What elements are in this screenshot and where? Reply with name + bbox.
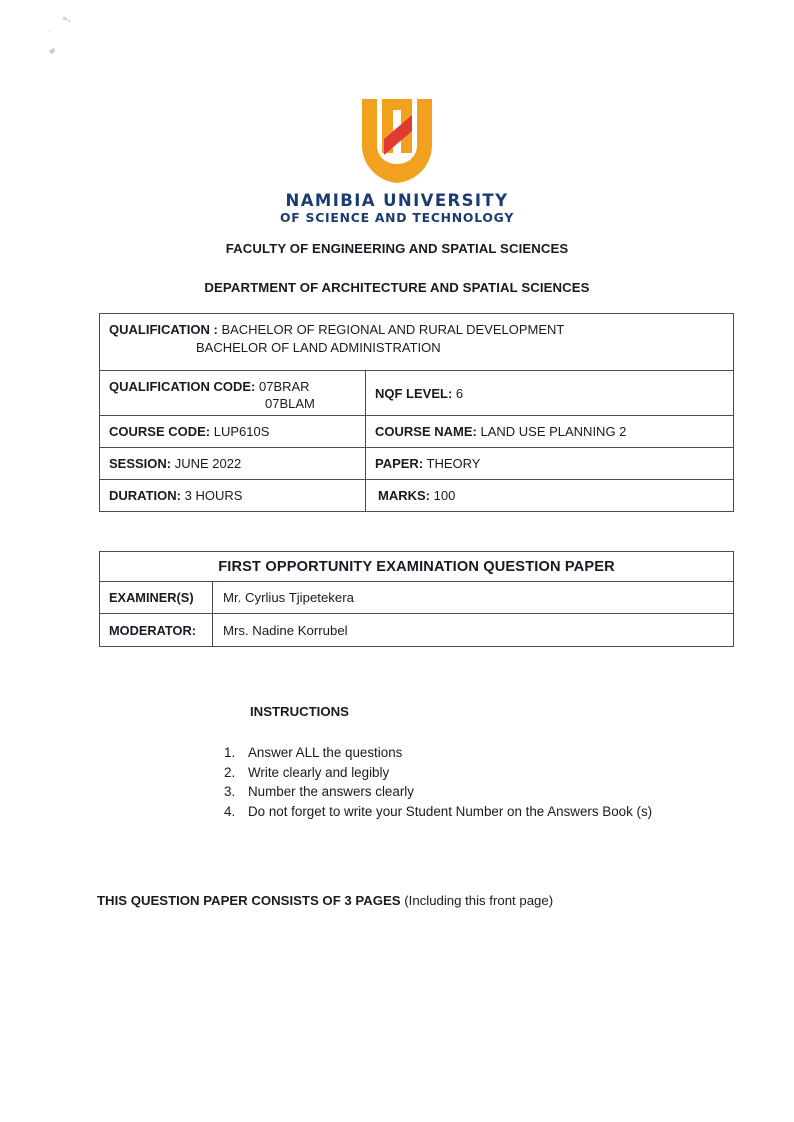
list-item (224, 782, 652, 802)
course-code-label: COURSE CODE: (109, 424, 211, 439)
examination-header-table (99, 551, 734, 647)
scan-speckle (63, 16, 68, 20)
nqf-level-cell (366, 371, 734, 416)
marks-label: MARKS: (378, 488, 430, 503)
department-heading: DEPARTMENT OF ARCHITECTURE AND SPATIAL SCIENCES (204, 280, 590, 295)
duration-cell (100, 480, 366, 512)
institution-wordmark (280, 191, 514, 226)
scan-speckle (48, 31, 50, 32)
moderator-value: Mrs. Nadine Korrubel (213, 614, 734, 647)
table-row (100, 314, 734, 371)
course-code-value: LUP610S (213, 424, 270, 439)
examiner-value: Mr. Cyrlius Tjipetekera (213, 582, 734, 614)
table-row (100, 416, 734, 448)
qualification-code-value-line1: 07BRAR (258, 379, 310, 394)
marks-cell (366, 480, 734, 512)
qualification-code-value-line2: 07BLAM (265, 396, 315, 411)
session-label: SESSION: (109, 456, 172, 471)
qualification-value-line1: BACHELOR OF REGIONAL AND RURAL DEVELOPMENT (221, 322, 565, 337)
table-row (100, 448, 734, 480)
instructions-heading: INSTRUCTIONS (250, 704, 349, 719)
institution-name-line1: NAMIBIA UNIVERSITY (285, 191, 509, 210)
list-item-number: 4. (224, 803, 236, 819)
list-item-number: 1. (224, 745, 236, 760)
course-code-cell (100, 416, 366, 448)
qualification-cell (100, 314, 734, 371)
scan-speckle (51, 50, 55, 54)
list-item-text: Write clearly and legibly (248, 764, 390, 780)
paper-label: PAPER: (375, 456, 424, 471)
exam-paper-title: FIRST OPPORTUNITY EXAMINATION QUESTION PAPER (100, 552, 734, 582)
qualification-details-table (99, 313, 734, 512)
list-item-number: 3. (224, 784, 236, 800)
nust-shield-logo-icon (358, 97, 436, 183)
scan-speckle (68, 20, 70, 22)
institution-logo-block (0, 97, 794, 226)
course-name-cell (366, 416, 734, 448)
page-count-note (97, 893, 553, 908)
duration-label: DURATION: (109, 488, 181, 503)
list-item-text: Answer ALL the questions (248, 745, 403, 760)
nqf-level-label: NQF LEVEL: (375, 385, 453, 401)
qualification-code-label: QUALIFICATION CODE: (109, 379, 256, 394)
table-row (100, 614, 734, 647)
course-name-value: LAND USE PLANNING 2 (480, 424, 627, 439)
list-item-number: 2. (224, 764, 236, 780)
table-row (100, 552, 734, 582)
instructions-list (224, 743, 652, 821)
course-name-label: COURSE NAME: (375, 424, 477, 439)
table-row (100, 480, 734, 512)
list-item (224, 743, 652, 763)
list-item-text: Number the answers clearly (248, 784, 414, 800)
table-row (100, 582, 734, 614)
list-item (224, 802, 652, 822)
session-cell (100, 448, 366, 480)
table-row (100, 371, 734, 416)
paper-cell (366, 448, 734, 480)
duration-value: 3 HOURS (184, 488, 243, 503)
session-value: JUNE 2022 (174, 456, 242, 471)
nqf-level-value: 6 (455, 385, 464, 401)
paper-value: THEORY (426, 456, 481, 471)
list-item-text: Do not forget to write your Student Number on the Answers Book (s) (248, 803, 653, 819)
page-count-bold: THIS QUESTION PAPER CONSISTS OF 3 PAGES (97, 893, 401, 908)
qualification-code-cell (100, 371, 366, 416)
qualification-label: QUALIFICATION : (109, 322, 218, 337)
list-item (224, 763, 652, 783)
marks-value: 100 (433, 488, 456, 503)
institution-name-line2: OF SCIENCE AND TECHNOLOGY (279, 210, 515, 226)
page-count-light: (Including this front page) (404, 893, 554, 908)
faculty-heading: FACULTY OF ENGINEERING AND SPATIAL SCIENCES (225, 241, 569, 256)
qualification-value-line2: BACHELOR OF LAND ADMINISTRATION (196, 340, 441, 355)
examiner-label: EXAMINER(S) (100, 582, 213, 614)
moderator-label: MODERATOR: (100, 614, 213, 647)
